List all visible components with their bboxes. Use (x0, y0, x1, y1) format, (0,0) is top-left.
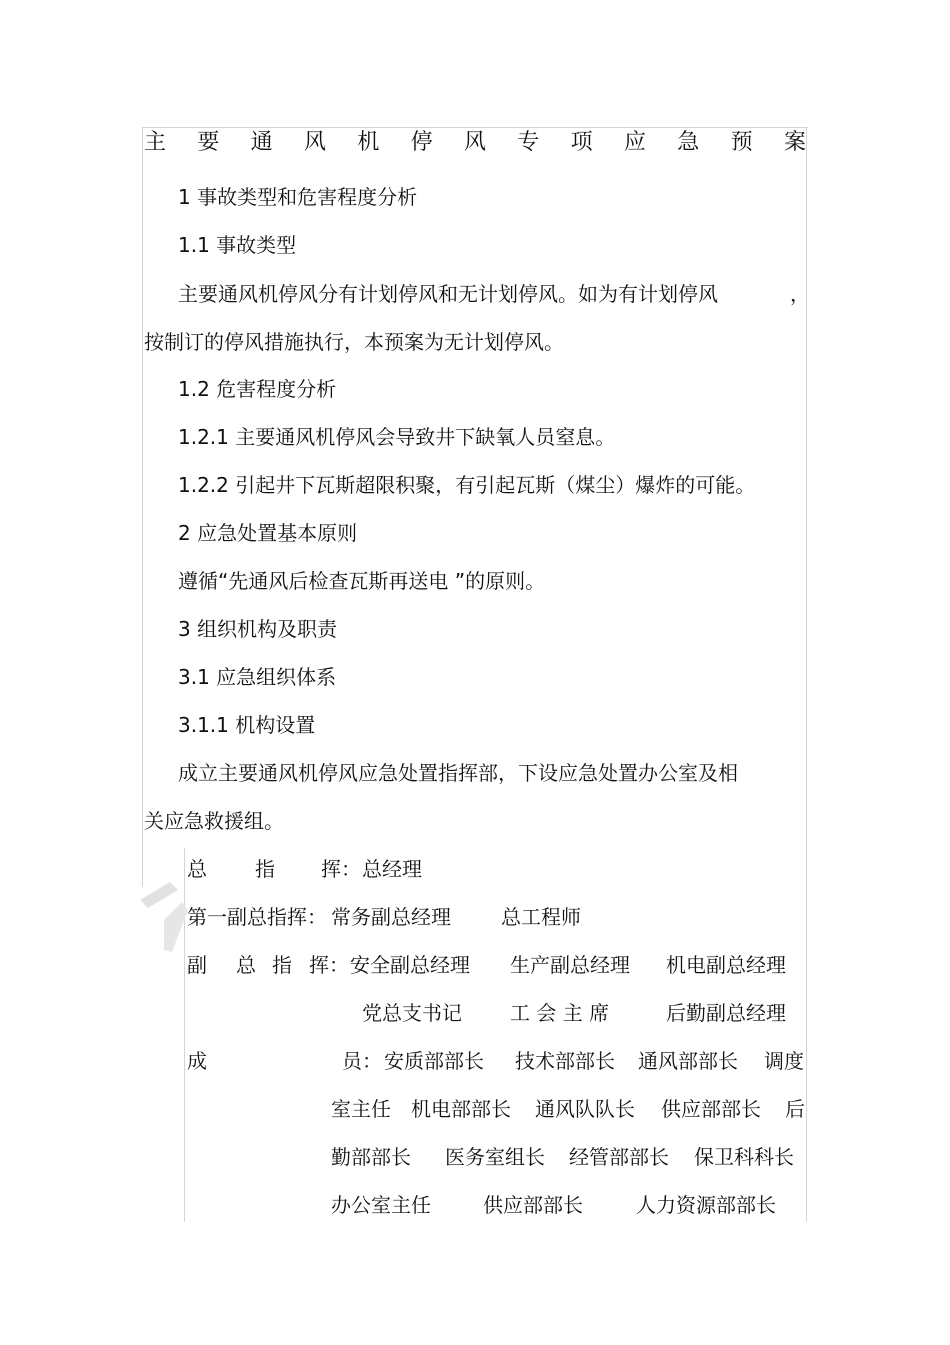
title-char: 风 (463, 130, 486, 155)
chief-label-1: 总 (187, 857, 207, 881)
member: 办公室主任 (331, 1193, 431, 1217)
member: 医务室组长 (445, 1145, 545, 1169)
title-char: 专 (517, 130, 540, 155)
member: 技术部部长 (515, 1049, 615, 1073)
member: 供应部部长 (483, 1193, 583, 1217)
heading-1-1: 1.1 事故类型 (178, 233, 297, 257)
deputy-label-3: 指 (272, 953, 292, 977)
deputy-label-4: 挥： (309, 953, 349, 977)
title-char: 机 (357, 130, 380, 155)
paragraph-2: 遵循“先通风后检查瓦斯再送电 ”的原则。 (178, 569, 546, 593)
frame-line-left-top (142, 127, 143, 887)
first-deputy-2: 总工程师 (501, 905, 581, 929)
heading-3: 3 组织机构及职责 (178, 617, 338, 641)
first-deputy-label: 第一副总指挥： (187, 905, 327, 929)
item-1-2-2: 1.2.2 引起井下瓦斯超限积聚，有引起瓦斯（煤尘）爆炸的可能。 (178, 473, 756, 497)
paragraph-3-line-2: 关应急救援组。 (144, 809, 284, 833)
heading-2: 2 应急处置基本原则 (178, 521, 358, 545)
member: 勤部部长 (331, 1145, 411, 1169)
member: 调度 (764, 1049, 804, 1073)
title-char: 停 (410, 130, 433, 155)
deputy-4: 党总支书记 (362, 1001, 462, 1025)
deputy-2: 生产副总经理 (510, 953, 630, 977)
title-char: 预 (730, 130, 753, 155)
title-char: 风 (303, 130, 326, 155)
member: 室主任 (331, 1097, 391, 1121)
member: 通风队队长 (535, 1097, 635, 1121)
member: 经管部部长 (569, 1145, 669, 1169)
title-char: 应 (623, 130, 646, 155)
page-title (144, 128, 806, 158)
deputy-label-2: 总 (236, 953, 256, 977)
paragraph-1-comma: ， (790, 282, 810, 306)
paragraph-3-line-1: 成立主要通风机停风应急处置指挥部，下设应急处置办公室及相 (178, 761, 738, 785)
heading-1: 1 事故类型和危害程度分析 (178, 185, 418, 209)
deputy-label-1: 副 (187, 953, 207, 977)
scan-mark-icon (136, 880, 192, 960)
member: 机电部部长 (411, 1097, 511, 1121)
title-char: 急 (677, 130, 700, 155)
deputy-3: 机电副总经理 (666, 953, 786, 977)
chief-label-3: 挥： (321, 857, 361, 881)
first-deputy-1: 常务副总经理 (331, 905, 451, 929)
title-char: 通 (250, 130, 273, 155)
chief-label-2: 指 (255, 857, 275, 881)
member: 保卫科科长 (694, 1145, 794, 1169)
paragraph-1-line-1: 主要通风机停风分有计划停风和无计划停风。如为有计划停风 (178, 282, 718, 306)
title-char: 要 (197, 130, 220, 155)
item-1-2-1: 1.2.1 主要通风机停风会导致井下缺氧人员窒息。 (178, 425, 616, 449)
deputy-5: 工 会 主 席 (510, 1001, 610, 1025)
member-label-1: 成 (187, 1049, 207, 1073)
heading-1-2: 1.2 危害程度分析 (178, 377, 337, 401)
deputy-6: 后勤副总经理 (666, 1001, 786, 1025)
member: 安质部部长 (384, 1049, 484, 1073)
member: 供应部部长 (661, 1097, 761, 1121)
heading-3-1-1: 3.1.1 机构设置 (178, 713, 316, 737)
member: 人力资源部部长 (636, 1193, 776, 1217)
member: 后 (785, 1097, 805, 1121)
title-char: 案 (783, 130, 806, 155)
deputy-1: 安全副总经理 (350, 953, 470, 977)
title-char: 主 (144, 130, 167, 155)
title-char: 项 (570, 130, 593, 155)
member-label-2: 员： (342, 1049, 382, 1073)
chief-name: 总经理 (362, 857, 422, 881)
paragraph-1-line-2: 按制订的停风措施执行，本预案为无计划停风。 (144, 330, 564, 354)
heading-3-1: 3.1 应急组织体系 (178, 665, 337, 689)
member: 通风部部长 (638, 1049, 738, 1073)
